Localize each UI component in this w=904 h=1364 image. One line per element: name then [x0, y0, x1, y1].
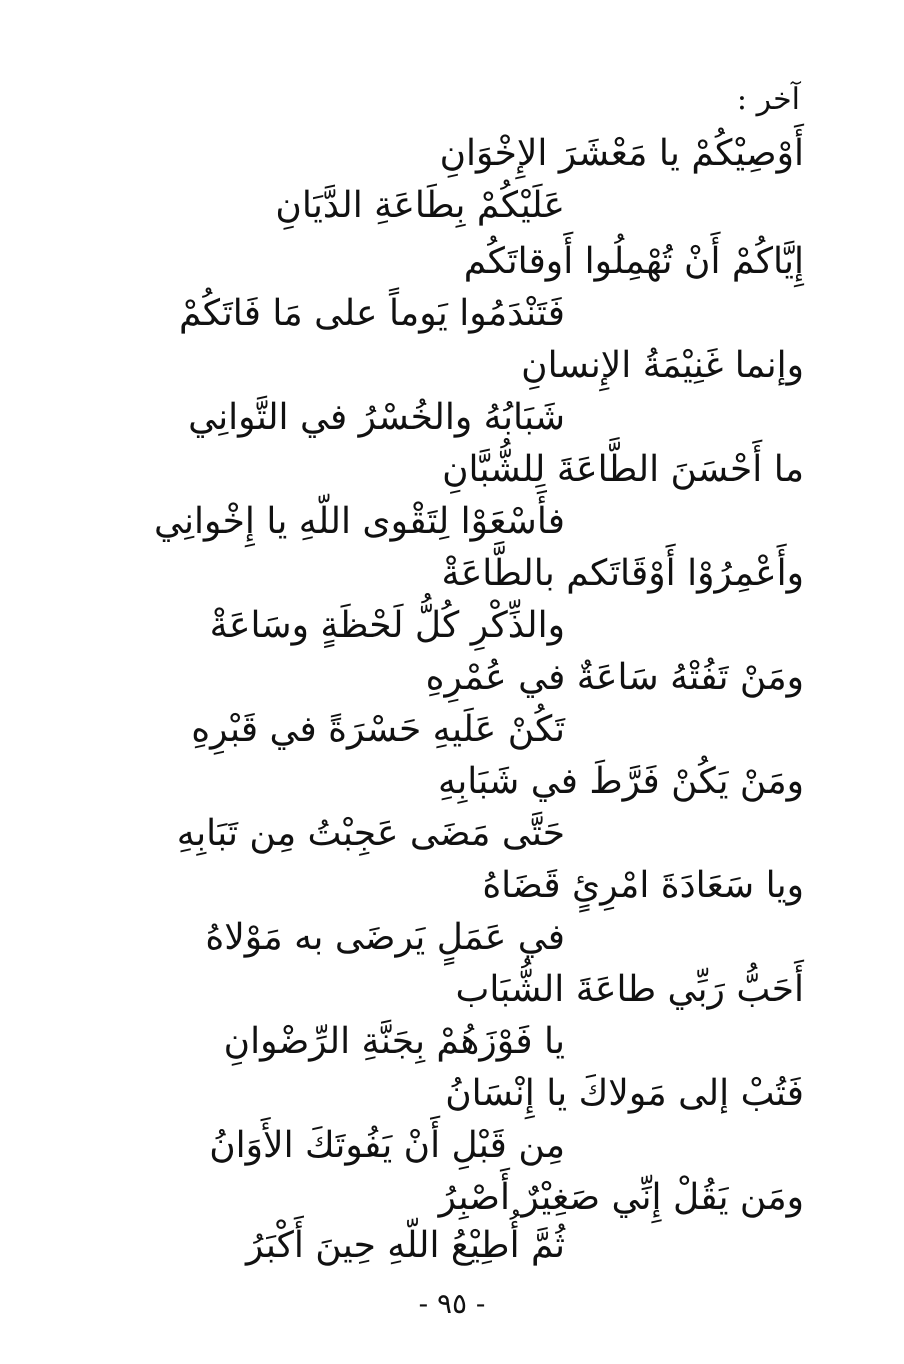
verse-line: ثُمَّ أُطِيْعُ اللّهِ حِينَ أَكْبَرُ	[245, 1225, 565, 1266]
verse-line: أَوْصِيْكُمْ يا مَعْشَرَ الإِخْوَانِ	[439, 133, 804, 174]
verse-line: حَتَّى مَضَى عَجِبْتُ مِن تَبَابِهِ	[176, 813, 565, 854]
verse-line: تَكُنْ عَلَيهِ حَسْرَةً في قَبْرِهِ	[191, 709, 565, 750]
verse-line: إِيَّاكُمْ أَنْ تُهْمِلُوا أَوقاتَكُم	[463, 241, 804, 282]
verse-line: يا فَوْزَهُمْ بِجَنَّةِ الرِّضْوانِ	[223, 1021, 565, 1062]
verse-line: ويا سَعَادَةَ امْرِئٍ قَضَاهُ	[482, 865, 804, 906]
verse-line: والذِّكْرِ كُلُّ لَحْظَةٍ وسَاعَةْ	[209, 605, 565, 646]
verse-line: شَبَابُهُ والخُسْرُ في التَّوانِي	[188, 397, 565, 438]
verse-line: ومَنْ يَكُنْ فَرَّطَ في شَبَابِهِ	[437, 761, 804, 802]
verse-line: وأَعْمِرُوْا أَوْقَاتَكم بالطَّاعَةْ	[441, 553, 804, 594]
verse-line: فأَسْعَوْا لِتَقْوى اللّهِ يا إِخْوانِي	[154, 501, 565, 542]
verse-line: عَلَيْكُمْ بِطَاعَةِ الدَّيَانِ	[275, 185, 565, 226]
verse-line: ومَنْ تَفُتْهُ سَاعَةٌ في عُمْرِهِ	[425, 657, 804, 698]
verse-line: ومَن يَقُلْ إِنِّي صَغِيْرٌ أَصْبِرُ	[438, 1177, 804, 1218]
poem-heading: آخر :	[736, 82, 800, 117]
verse-line: مِن قَبْلِ أَنْ يَفُوتَكَ الأَوَانُ	[209, 1125, 565, 1166]
verse-line: أَحَبُّ رَبِّي طاعَةَ الشُّبَاب	[455, 969, 804, 1010]
page-number: - ٩٥ -	[418, 1287, 486, 1320]
verse-line: فَتُبْ إلى مَولاكَ يا إِنْسَانُ	[445, 1073, 804, 1114]
verse-line: ما أَحْسَنَ الطَّاعَةَ لِلشُّبَّانِ	[442, 449, 804, 490]
verse-line: فَتَنْدَمُوا يَوماً على مَا فَاتَكُمْ	[178, 293, 565, 334]
verse-line: في عَمَلٍ يَرضَى به مَوْلاهُ	[205, 917, 565, 958]
verse-line: وإنما غَنِيْمَةُ الإِنسانِ	[521, 345, 804, 386]
